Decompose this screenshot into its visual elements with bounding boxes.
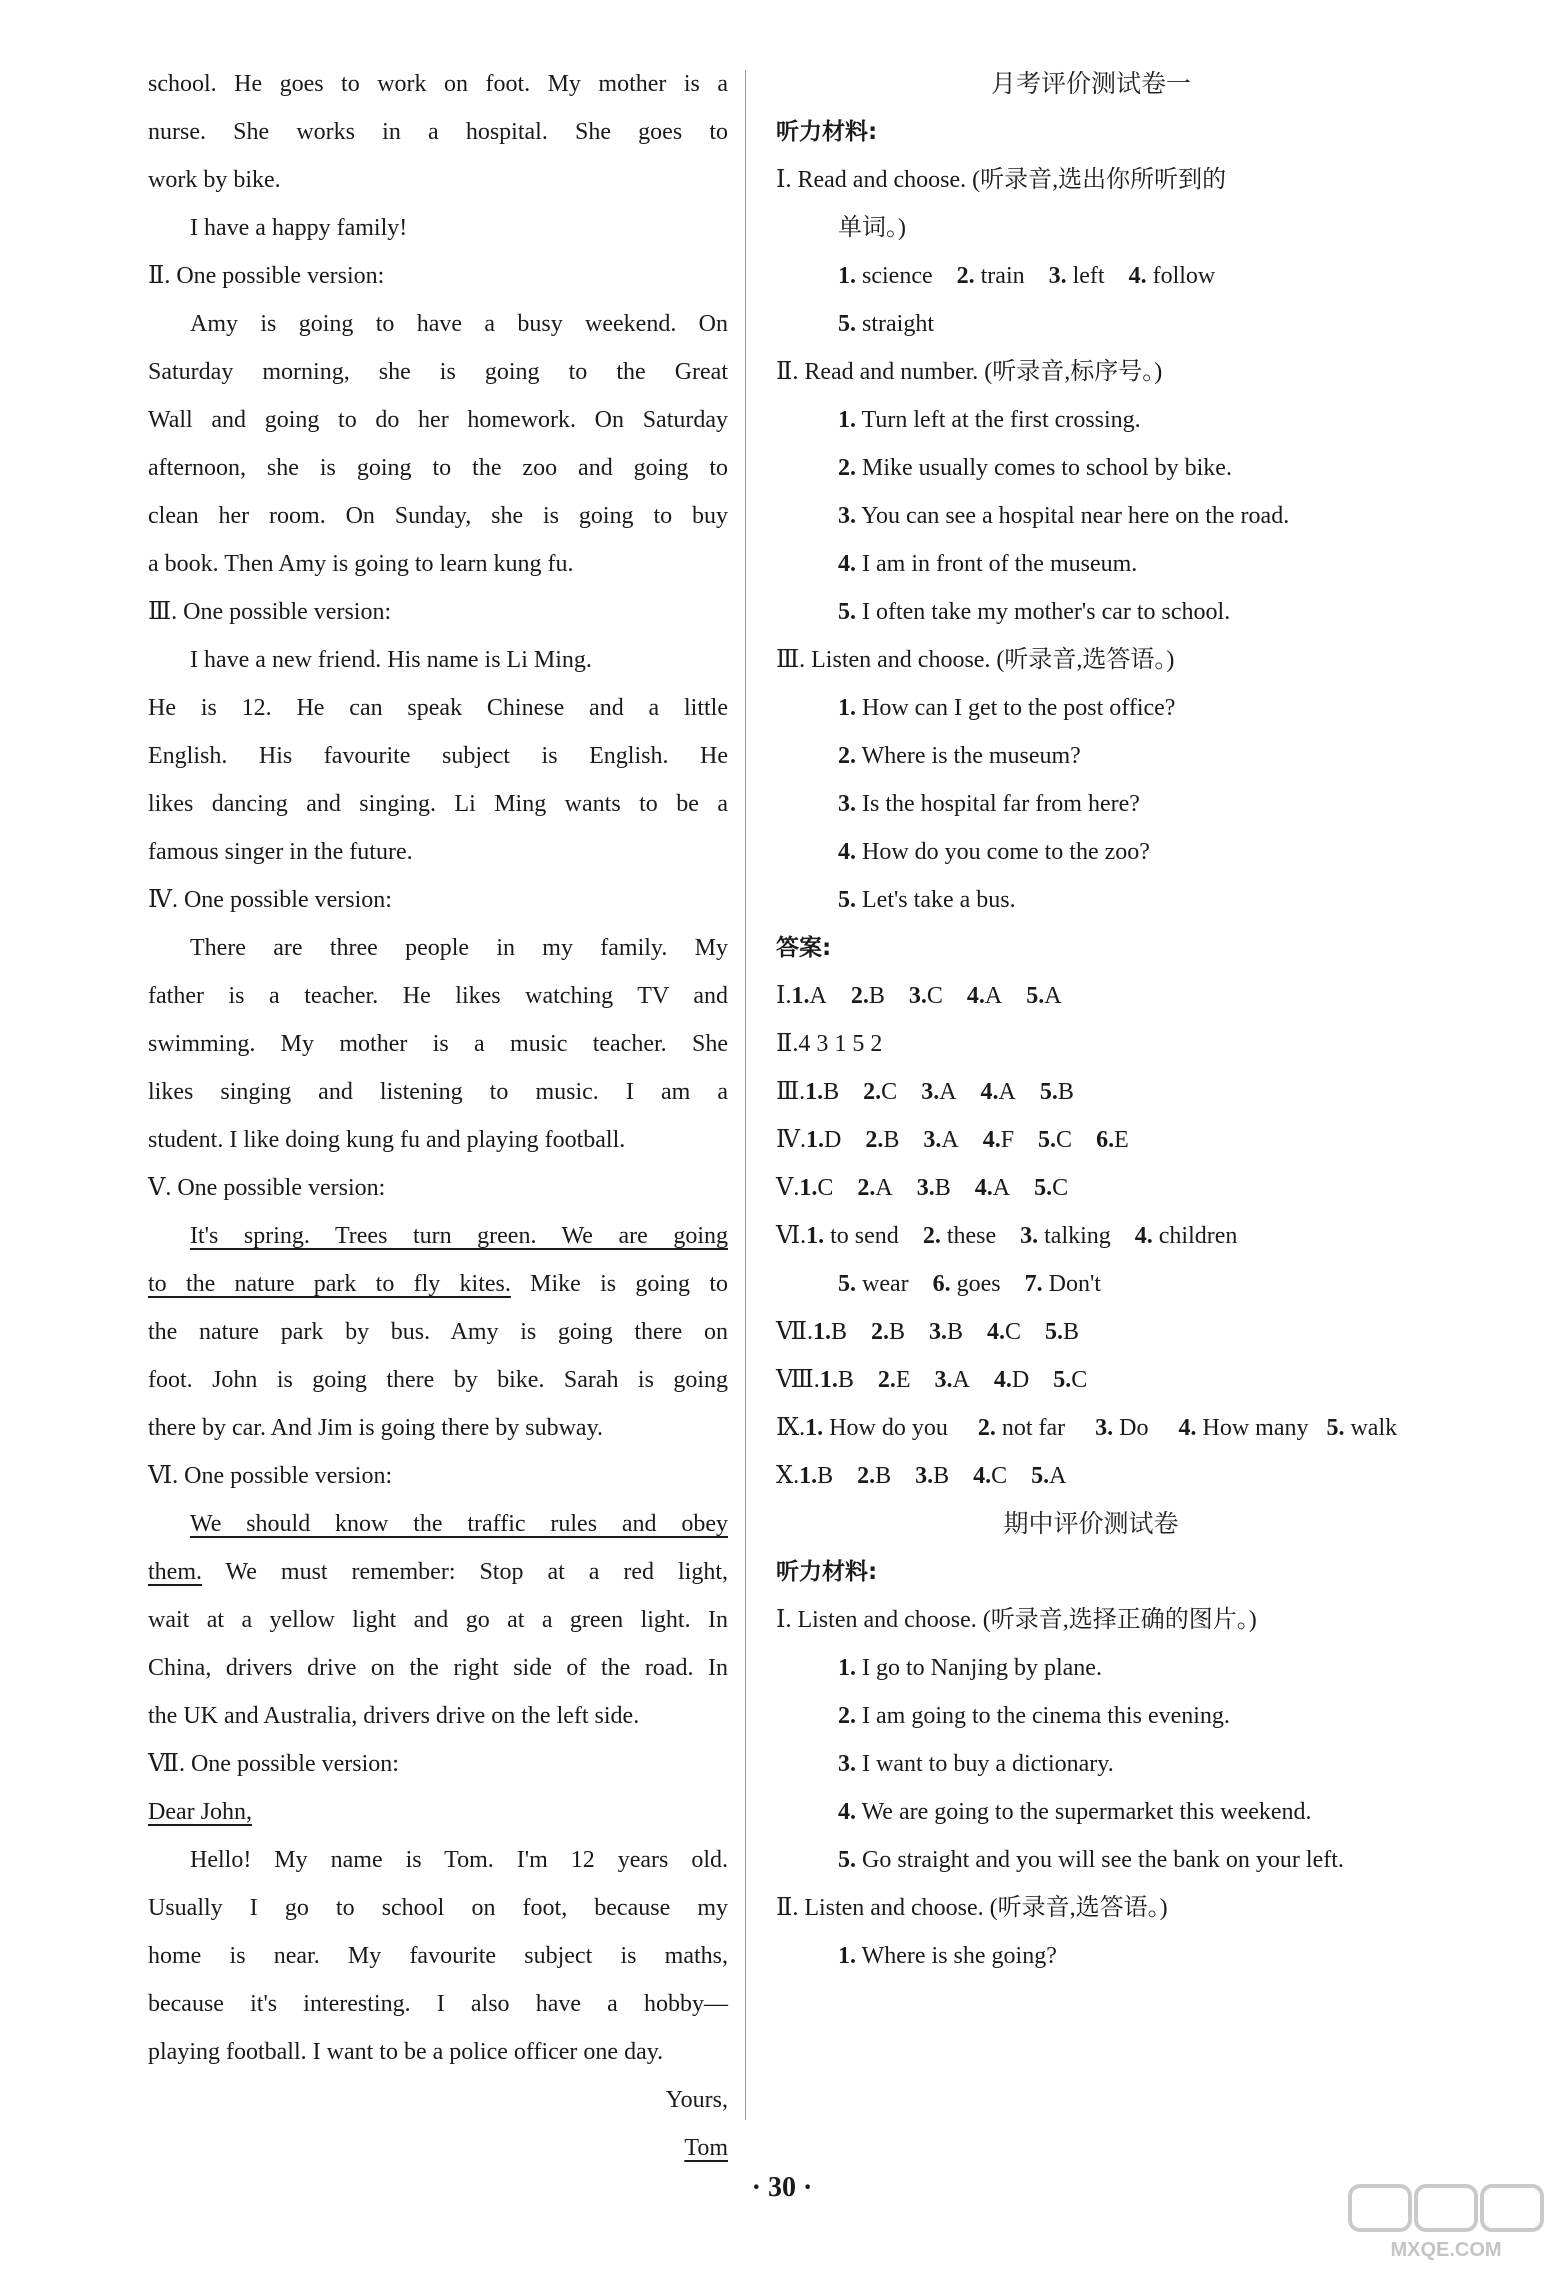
answer: C <box>1052 1175 1069 1201</box>
text-line: nurse. She works in a hospital. She goes to <box>148 119 728 145</box>
item-text: How can I get to the post office? <box>862 695 1176 721</box>
text-line <box>148 1548 728 1596</box>
text-line <box>148 1260 728 1308</box>
answer: to send <box>830 1223 899 1249</box>
text-line: wait at a yellow light and go at a green light. In <box>148 1607 728 1633</box>
answer: C <box>991 1463 1008 1489</box>
question-heading: Ⅰ. Listen and choose. (听录音,选择正确的图片。) <box>776 1607 1257 1633</box>
item-text: I want to buy a dictionary. <box>862 1751 1114 1777</box>
item-text: I often take my mother's car to school. <box>862 599 1231 625</box>
list-item: 2. I am going to the cinema this evening. <box>838 1703 1230 1729</box>
text-line: Hello! My name is Tom. I'm 12 years old. <box>190 1847 728 1873</box>
answer: A <box>941 1127 959 1153</box>
item-text: How do you come to the zoo? <box>862 839 1150 865</box>
answer-row <box>776 1020 1406 1068</box>
left-column <box>148 60 728 2172</box>
list-item: 3. I want to buy a dictionary. <box>838 1751 1114 1777</box>
section-heading: Ⅱ. One possible version: <box>148 263 385 289</box>
text-line: I have a new friend. His name is Li Ming. <box>190 647 592 673</box>
answer-row: Ⅷ.1.B 2.E 3.A 4.D 5.C <box>776 1367 1088 1393</box>
answer-row: Ⅸ.1. How do you 2. not far 3. Do 4. How many 5. walk <box>776 1415 1398 1441</box>
text-line: Wall and going to do her homework. On Saturday <box>148 407 728 433</box>
text-line: afternoon, she is going to the zoo and going to <box>148 455 728 481</box>
listening-label: 听力材料: <box>776 119 878 145</box>
section-heading: Ⅳ. One possible version: <box>148 887 392 913</box>
answer-row: Ⅵ.1. to send 2. these 3. talking 4. children <box>776 1223 1238 1249</box>
text-line: foot. John is going there by bike. Sarah is going <box>148 1367 728 1393</box>
answer: B <box>1057 1079 1074 1105</box>
answer: B <box>823 1079 840 1105</box>
answer: A <box>1049 1463 1067 1489</box>
answer: B <box>934 1175 951 1201</box>
text-line: home is near. My favourite subject is maths, <box>148 1943 728 1969</box>
salutation-text: Dear John, <box>148 1799 252 1825</box>
answer-row: Ⅴ.1.C 2.A 3.B 4.A 5.C <box>776 1175 1069 1201</box>
list-item: 4. I am in front of the museum. <box>838 551 1138 577</box>
answer: goes <box>956 1271 1001 1297</box>
item-text: Mike usually comes to school by bike. <box>862 455 1232 481</box>
item-text: You can see a hospital near here on the road. <box>861 503 1290 529</box>
text-line: playing football. I want to be a police officer one day. <box>148 2039 664 2065</box>
answer-row: 5. wear 6. goes 7. Don't <box>838 1271 1101 1297</box>
answer: walk <box>1350 1415 1398 1441</box>
answer: B <box>837 1367 854 1393</box>
item-text: We are going to the supermarket this weekend. <box>861 1799 1312 1825</box>
section-title: 月考评价测试卷一 <box>990 70 1191 98</box>
list-item: 3. You can see a hospital near here on the road. <box>838 503 1290 529</box>
text-line: China, drivers drive on the right side of the road. In <box>148 1655 728 1681</box>
item-text: I go to Nanjing by plane. <box>862 1655 1102 1681</box>
answer: B <box>933 1463 950 1489</box>
answer: 4 3 1 5 2 <box>798 1031 883 1057</box>
word: train <box>980 263 1025 289</box>
item-text: Go straight and you will see the bank on your left. <box>862 1847 1344 1873</box>
answer: B <box>889 1319 906 1345</box>
answer: wear <box>862 1271 909 1297</box>
answer-number: Ⅹ. <box>776 1463 800 1489</box>
text-line: I have a happy family! <box>190 215 408 241</box>
section-title: 期中评价测试卷 <box>1003 1510 1179 1538</box>
answers-label: 答案: <box>776 935 832 961</box>
answer: talking <box>1044 1223 1111 1249</box>
text-line: likes singing and listening to music. I am a <box>148 1079 728 1105</box>
answer: D <box>1011 1367 1030 1393</box>
question-heading: Ⅱ. Read and number. (听录音,标序号。) <box>776 359 1163 385</box>
text-line: there by car. And Jim is going there by subway. <box>148 1415 604 1441</box>
text-line: famous singer in the future. <box>148 839 413 865</box>
item-text: I am going to the cinema this evening. <box>862 1703 1230 1729</box>
answer-number: Ⅴ. <box>776 1175 800 1201</box>
topic-sentence: to the nature park to fly kites. <box>148 1271 511 1297</box>
answer: B <box>1063 1319 1080 1345</box>
answer-number: Ⅵ. <box>776 1223 807 1249</box>
answer-row: Ⅲ.1.B 2.C 3.A 4.A 5.B <box>776 1079 1074 1105</box>
text-line: swimming. My mother is a music teacher. She <box>148 1031 728 1057</box>
answer-number: Ⅳ. <box>776 1127 806 1153</box>
word: science <box>862 263 933 289</box>
answer: A <box>939 1079 957 1105</box>
word: left <box>1072 263 1105 289</box>
answer-number: Ⅸ. <box>776 1415 806 1441</box>
signature-text: Tom <box>684 2135 728 2161</box>
list-item: 2. Mike usually comes to school by bike. <box>838 455 1232 481</box>
question-heading: Ⅰ. Read and choose. (听录音,选出你所听到的 <box>776 167 1227 193</box>
answer: D <box>823 1127 842 1153</box>
item-text: Let's take a bus. <box>862 887 1016 913</box>
text-line: likes dancing and singing. Li Ming wants to be a <box>148 791 728 817</box>
text-line: because it's interesting. I also have a hobby— <box>148 1991 728 2017</box>
answer-row: Ⅳ.1.D 2.B 3.A 4.F 5.C 6.E <box>776 1127 1129 1153</box>
answer: B <box>875 1463 892 1489</box>
answer-number: Ⅶ. <box>776 1319 813 1345</box>
answer: How do you <box>829 1415 948 1441</box>
text-line: work by bike. <box>148 167 281 193</box>
answer-row: Ⅶ.1.B 2.B 3.B 4.C 5.B <box>776 1319 1080 1345</box>
text-line: clean her room. On Sunday, she is going to buy <box>148 503 728 529</box>
item-text: Where is she going? <box>861 1943 1057 1969</box>
answer: B <box>868 983 885 1009</box>
list-item: 3. Is the hospital far from here? <box>838 791 1140 817</box>
answer: C <box>1005 1319 1022 1345</box>
text-line: school. He goes to work on foot. My mother is a <box>148 71 728 97</box>
answer: F <box>1000 1127 1015 1153</box>
page-number: · 30 · <box>751 2172 813 2203</box>
column-divider <box>745 70 746 2120</box>
list-item: 2. Where is the museum? <box>838 743 1081 769</box>
list-item: 4. How do you come to the zoo? <box>838 839 1150 865</box>
list-item: 4. We are going to the supermarket this weekend. <box>838 1799 1312 1825</box>
word-list: 5. straight <box>838 311 934 337</box>
answer: How many <box>1202 1415 1309 1441</box>
word: straight <box>862 311 934 337</box>
topic-sentence: them. <box>148 1559 202 1585</box>
answer: A <box>809 983 827 1009</box>
text-line <box>148 1500 728 1548</box>
answer: A <box>998 1079 1016 1105</box>
section-heading: Ⅲ. One possible version: <box>148 599 392 625</box>
answer: C <box>881 1079 898 1105</box>
watermark-logo <box>1346 2182 1546 2262</box>
answer: not far <box>1001 1415 1066 1441</box>
answer: A <box>992 1175 1011 1201</box>
answer: B <box>883 1127 900 1153</box>
word: follow <box>1152 263 1216 289</box>
text-line: father is a teacher. He likes watching TV and <box>148 983 728 1009</box>
list-item: 1. Where is she going? <box>838 1943 1057 1969</box>
text-line: the UK and Australia, drivers drive on the left side. <box>148 1703 640 1729</box>
topic-sentence: We should know the traffic rules and obey <box>190 1511 728 1537</box>
answer: Do <box>1119 1415 1149 1441</box>
answer-number: Ⅰ. <box>776 983 792 1009</box>
answer: E <box>895 1367 911 1393</box>
text-line: Saturday morning, she is going to the Great <box>148 359 728 385</box>
answer-number: Ⅲ. <box>776 1079 806 1105</box>
question-heading: Ⅲ. Listen and choose. (听录音,选答语。) <box>776 647 1175 673</box>
list-item: 5. Go straight and you will see the bank on your left. <box>838 1847 1344 1873</box>
text-line <box>148 1212 728 1260</box>
text-line: a book. Then Amy is going to learn kung fu. <box>148 551 574 577</box>
list-item: 1. I go to Nanjing by plane. <box>838 1655 1102 1681</box>
answer: A <box>984 983 1003 1009</box>
section-heading: Ⅶ. One possible version: <box>148 1751 399 1777</box>
item-text: Is the hospital far from here? <box>862 791 1140 817</box>
answer: B <box>947 1319 964 1345</box>
answer: Don't <box>1048 1271 1101 1297</box>
text-line: Usually I go to school on foot, because my <box>148 1895 728 1921</box>
answer: children <box>1158 1223 1238 1249</box>
list-item: 5. Let's take a bus. <box>838 887 1016 913</box>
letter-signature <box>148 2124 728 2172</box>
section-heading: Ⅵ. One possible version: <box>148 1463 393 1489</box>
answer: B <box>817 1463 834 1489</box>
text-line: Amy is going to have a busy weekend. On <box>190 311 728 337</box>
answer: C <box>817 1175 834 1201</box>
item-text: I am in front of the museum. <box>862 551 1138 577</box>
watermark-icon <box>1346 2182 1546 2262</box>
word-list: 1. science 2. train 3. left 4. follow <box>838 263 1216 289</box>
watermark-text: MXQE.COM <box>1390 2239 1502 2261</box>
answer-row: Ⅹ.1.B 2.B 3.B 4.C 5.A <box>776 1463 1067 1489</box>
text-line: He is 12. He can speak Chinese and a little <box>148 695 728 721</box>
text-line: There are three people in my family. My <box>190 935 728 961</box>
answer-row: Ⅰ.1.A 2.B 3.C 4.A 5.A <box>776 983 1062 1009</box>
letter-closing: Yours, <box>665 2087 728 2113</box>
answer: A <box>875 1175 893 1201</box>
text-fragment: Mike is going to <box>510 1271 728 1297</box>
text-line: student. I like doing kung fu and playing football. <box>148 1127 626 1153</box>
answer: C <box>926 983 943 1009</box>
answer: C <box>1056 1127 1073 1153</box>
answer-number: Ⅷ. <box>776 1367 820 1393</box>
question-heading: 单词。) <box>838 215 906 241</box>
text-line: the nature park by bus. Amy is going there on <box>148 1319 728 1345</box>
answer: these <box>946 1223 997 1249</box>
list-item: 5. I often take my mother's car to school. <box>838 599 1231 625</box>
text-line: English. His favourite subject is English. He <box>148 743 728 769</box>
letter-salutation <box>148 1788 728 1836</box>
answer: A <box>1044 983 1062 1009</box>
text-fragment: We must remember: Stop at a red light, <box>202 1559 728 1585</box>
list-item: 1. How can I get to the post office? <box>838 695 1176 721</box>
item-text: Turn left at the first crossing. <box>861 407 1141 433</box>
answer: C <box>1071 1367 1088 1393</box>
right-column <box>776 60 1406 1980</box>
answer: E <box>1114 1127 1129 1153</box>
item-text: Where is the museum? <box>861 743 1081 769</box>
answer: B <box>830 1319 847 1345</box>
list-item: 1. Turn left at the first crossing. <box>838 407 1141 433</box>
listening-label: 听力材料: <box>776 1559 878 1585</box>
topic-sentence: It's spring. Trees turn green. We are going <box>190 1223 728 1249</box>
answer-number: Ⅱ. <box>776 1031 799 1057</box>
section-heading: Ⅴ. One possible version: <box>148 1175 386 1201</box>
answer: A <box>952 1367 970 1393</box>
question-heading: Ⅱ. Listen and choose. (听录音,选答语。) <box>776 1895 1168 1921</box>
